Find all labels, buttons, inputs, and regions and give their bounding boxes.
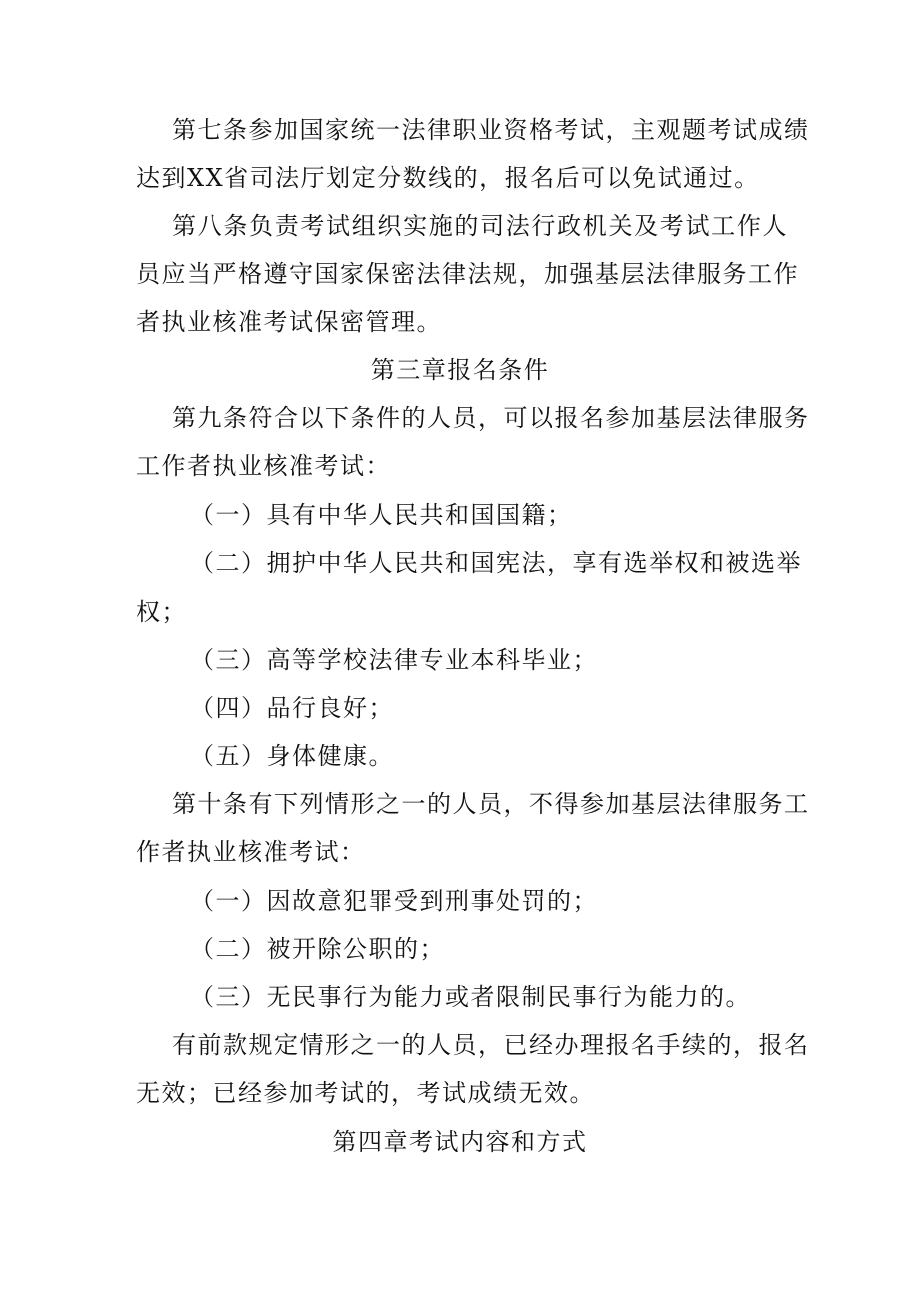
- article-10-item-3: （三）无民事行为能力或者限制民事行为能力的。: [190, 983, 751, 1011]
- article-9-line-1: 第九条符合以下条件的人员，可以报名参加基层法律服务: [172, 404, 810, 432]
- article-9-item-5: （五）身体健康。: [190, 742, 394, 770]
- article-10-item-2: （二）被开除公职的；: [190, 935, 445, 963]
- article-10-line-2: 作者执业核准考试：: [136, 838, 366, 866]
- article-8-line-2: 员应当严格遵守国家保密法律法规，加强基层法律服务工作: [136, 260, 799, 288]
- article-9-item-2-line-1: （二）拥护中华人民共和国宪法，享有选举权和被选举: [190, 549, 802, 577]
- article-10-paragraph-line-2: 无效；已经参加考试的，考试成绩无效。: [136, 1079, 595, 1107]
- article-7-line-2: 达到XX省司法厅划定分数线的，报名后可以免试通过。: [136, 164, 760, 192]
- article-9-item-1: （一）具有中华人民共和国国籍；: [190, 501, 573, 529]
- article-10-item-1: （一）因故意犯罪受到刑事处罚的；: [190, 887, 598, 915]
- article-9-item-4: （四）品行良好；: [190, 694, 394, 722]
- article-7-line-1: 第七条参加国家统一法律职业资格考试，主观题考试成绩: [172, 116, 810, 144]
- article-9-item-3: （三）高等学校法律专业本科毕业；: [190, 646, 598, 674]
- article-9-item-2-line-2: 权；: [136, 598, 187, 626]
- chapter-4-heading: 第四章考试内容和方式: [332, 1128, 588, 1156]
- article-9-line-2: 工作者执业核准考试：: [136, 452, 391, 480]
- article-8-line-3: 者执业核准考试保密管理。: [136, 308, 442, 336]
- article-8-line-1: 第八条负责考试组织实施的司法行政机关及考试工作人: [172, 212, 788, 240]
- article-10-paragraph-line-1: 有前款规定情形之一的人员，已经办理报名手续的，报名: [172, 1031, 810, 1059]
- article-10-line-1: 第十条有下列情形之一的人员，不得参加基层法律服务工: [172, 790, 810, 818]
- chapter-3-heading: 第三章报名条件: [370, 356, 550, 384]
